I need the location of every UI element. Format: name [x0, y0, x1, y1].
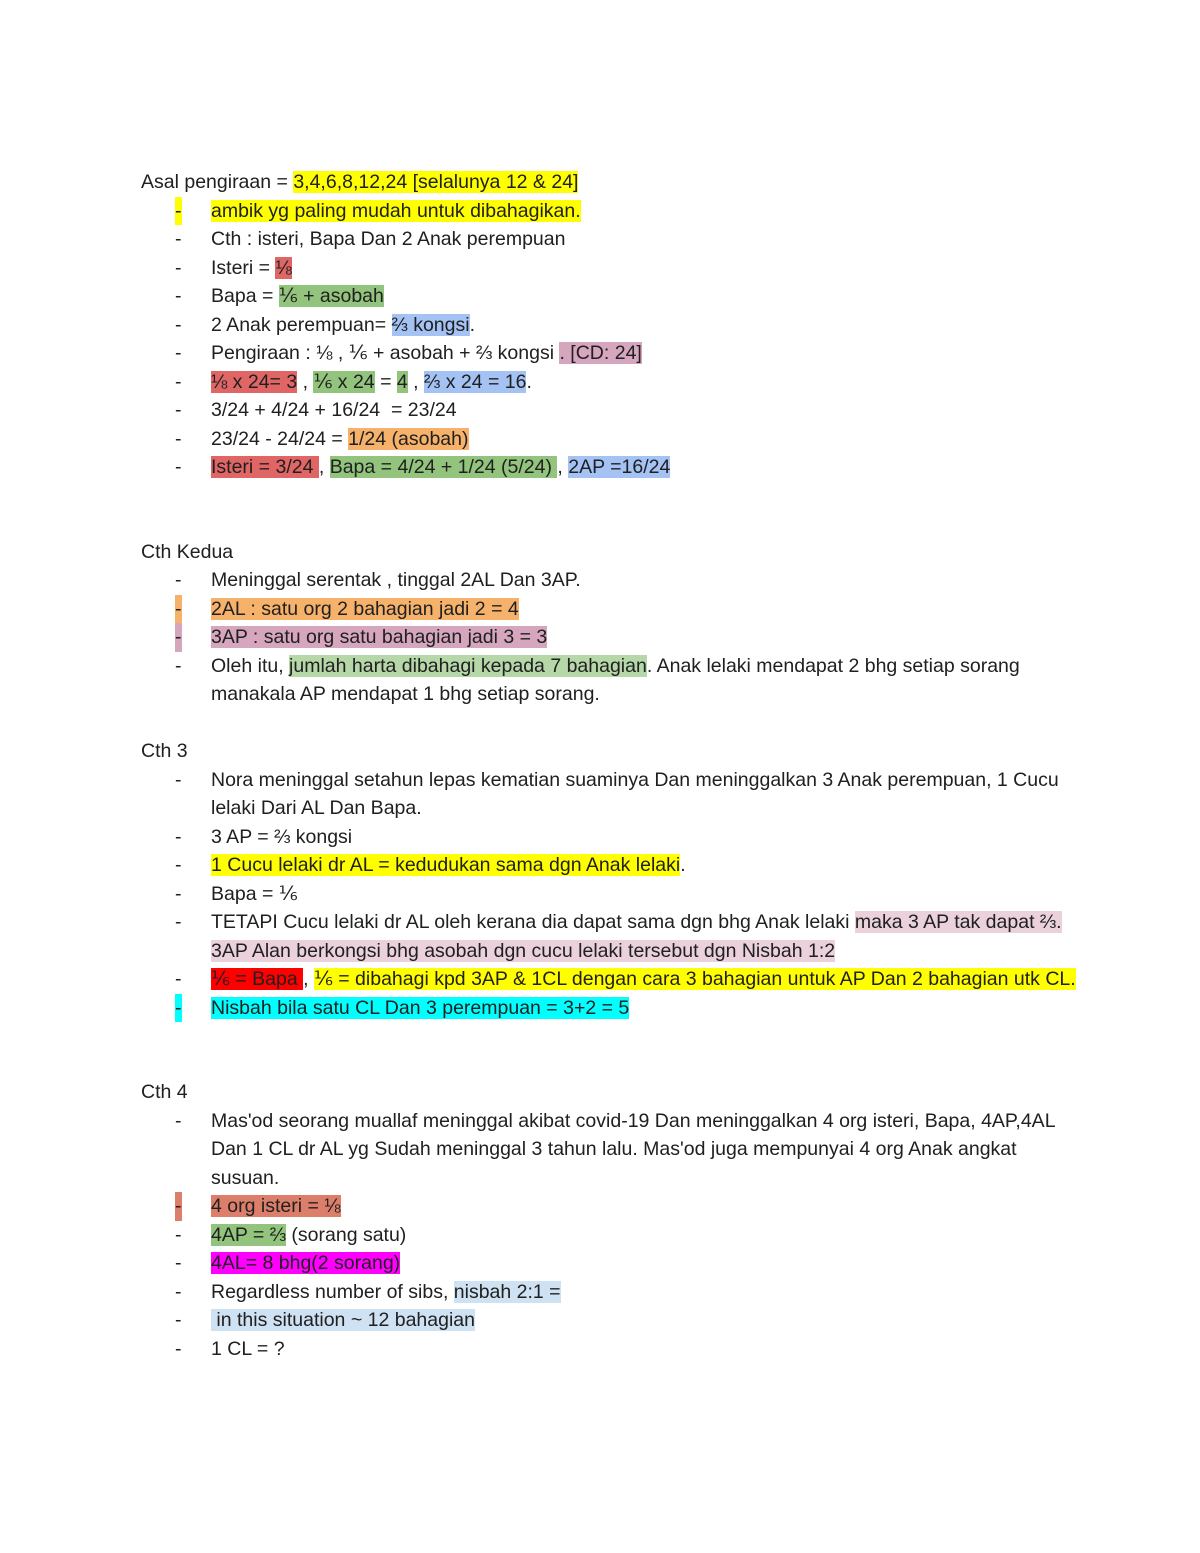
bullet-dash: -	[175, 768, 182, 791]
bullet-dash: -	[175, 285, 182, 307]
list-item: - Pengiraan : ⅛ , ⅙ + asobah + ⅔ kongsi . [CD: 24]	[141, 339, 1081, 368]
bullet-dash: -	[175, 228, 182, 250]
spacer	[141, 482, 1081, 538]
bullet-dash: -	[175, 370, 182, 393]
bullet-dash: -	[175, 882, 182, 905]
list-item: - Mas'od seorang muallaf meninggal akibat covid-19 Dan meninggalkan 4 org isteri, Bapa, 4AP,4AL Dan 1 CL dr AL yg Sudah meninggal 3 tahun lalu. Mas'od juga mempunyai 4 org Anak angkat susuan.	[141, 1107, 1081, 1193]
spacer	[141, 1022, 1081, 1078]
list-item: - Bapa = ⅙	[141, 880, 1081, 909]
list-item: - Isteri = ⅛	[141, 254, 1081, 283]
bullet-dash: -	[175, 825, 182, 848]
bullet-dash: -	[175, 1309, 182, 1331]
section-1-heading: Asal pengiraan = 3,4,6,8,12,24 [selalunya 12 & 24]	[141, 171, 579, 193]
list-item: - 1 CL = ?	[141, 1335, 1081, 1364]
bullet-dash: -	[175, 654, 182, 677]
bullet-dash: -	[175, 854, 182, 876]
list-item: - 2 Anak perempuan= ⅔ kongsi.	[141, 311, 1081, 340]
bullet-dash: -	[175, 968, 182, 990]
list-item: - Isteri = 3/24 , Bapa = 4/24 + 1/24 (5/24) , 2AP =16/24	[141, 453, 1081, 482]
bullet-dash: -	[175, 1337, 182, 1360]
list-item: - 4AP = ⅔ (sorang satu)	[141, 1221, 1081, 1250]
spacer	[141, 709, 1081, 738]
section-3-heading: Cth 3	[141, 740, 188, 762]
bullet-dash: -	[175, 197, 182, 226]
bullet-dash: -	[175, 342, 182, 364]
list-item: - ⅙ = Bapa , ⅙ = dibahagi kpd 3AP & 1CL dengan cara 3 bahagian untuk AP Dan 2 bahagian utk CL.	[141, 965, 1081, 994]
list-item: - ambik yg paling mudah untuk dibahagikan.	[141, 197, 1081, 226]
section-2-heading: Cth Kedua	[141, 540, 234, 563]
bullet-dash: -	[175, 256, 182, 279]
list-item: - Regardless number of sibs, nisbah 2:1 =	[141, 1278, 1081, 1307]
list-item: - 3/24 + 4/24 + 16/24 = 23/24	[141, 396, 1081, 425]
list-item: - Cth : isteri, Bapa Dan 2 Anak perempuan	[141, 225, 1081, 254]
bullet-dash: -	[175, 313, 182, 336]
list-item: - 23/24 - 24/24 = 1/24 (asobah)	[141, 425, 1081, 454]
bullet-dash: -	[175, 427, 182, 450]
bullet-dash: -	[175, 911, 182, 933]
list-item: - in this situation ~ 12 bahagian	[141, 1306, 1081, 1335]
list-item: - ⅛ x 24= 3 , ⅙ x 24 = 4 , ⅔ x 24 = 16.	[141, 368, 1081, 397]
bullet-dash: -	[175, 623, 182, 652]
list-item: - Oleh itu, jumlah harta dibahagi kepada 7 bahagian. Anak lelaki mendapat 2 bhg setiap sorang manakala AP mendapat 1 bhg setiap sorang.	[141, 652, 1081, 709]
bullet-dash: -	[175, 1252, 182, 1274]
list-item: - 1 Cucu lelaki dr AL = kedudukan sama dgn Anak lelaki.	[141, 851, 1081, 880]
bullet-dash: -	[175, 1192, 182, 1221]
list-item: - Bapa = ⅙ + asobah	[141, 282, 1081, 311]
list-item: - 3AP : satu org satu bahagian jadi 3 = 3	[141, 623, 1081, 652]
bullet-dash: -	[175, 456, 182, 478]
bullet-dash: -	[175, 1109, 182, 1132]
bullet-dash: -	[175, 569, 182, 591]
bullet-dash: -	[175, 994, 182, 1023]
bullet-dash: -	[175, 399, 182, 421]
list-item: - Nisbah bila satu CL Dan 3 perempuan = 3+2 = 5	[141, 994, 1081, 1023]
list-item: - 4 org isteri = ⅛	[141, 1192, 1081, 1221]
list-item: - Meninggal serentak , tinggal 2AL Dan 3AP.	[141, 566, 1081, 595]
document-page	[141, 168, 1081, 1363]
list-item: - 4AL= 8 bhg(2 sorang)	[141, 1249, 1081, 1278]
list-item: - TETAPI Cucu lelaki dr AL oleh kerana dia dapat sama dgn bhg Anak lelaki maka 3 AP tak dapat ⅔. 3AP Alan berkongsi bhg asobah dgn cucu lelaki tersebut dgn Nisbah 1:2	[141, 908, 1081, 965]
section-4-heading: Cth 4	[141, 1081, 188, 1103]
bullet-dash: -	[175, 595, 182, 624]
bullet-dash: -	[175, 1280, 182, 1303]
list-item: - Nora meninggal setahun lepas kematian suaminya Dan meninggalkan 3 Anak perempuan, 1 Cucu lelaki Dari AL Dan Bapa.	[141, 766, 1081, 823]
list-item: - 3 AP = ⅔ kongsi	[141, 823, 1081, 852]
list-item: - 2AL : satu org 2 bahagian jadi 2 = 4	[141, 595, 1081, 624]
bullet-dash: -	[175, 1223, 182, 1246]
